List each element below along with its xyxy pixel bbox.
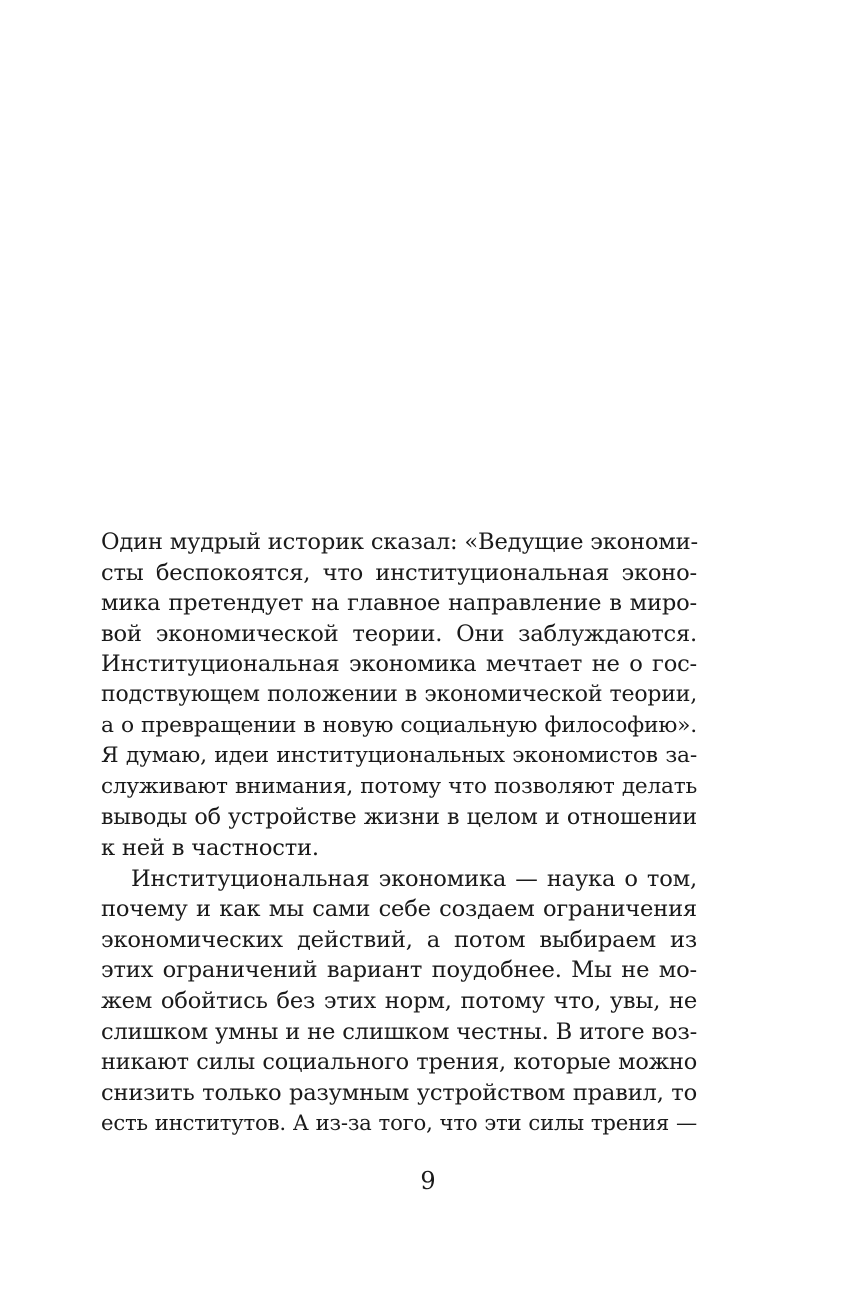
text-line: экономических действий, а потом выбираем из bbox=[101, 926, 697, 953]
body-text bbox=[101, 527, 697, 1139]
text-line: слишком умны и не слишком честны. В итоге воз- bbox=[101, 1018, 697, 1045]
text-line: мика претендует на главное направление в миро- bbox=[101, 590, 697, 617]
text-line: этих ограничений вариант поудобнее. Мы не мо- bbox=[101, 957, 697, 984]
text-line: Один мудрый историк сказал: «Ведущие экономи- bbox=[101, 529, 698, 555]
paragraph bbox=[101, 527, 697, 864]
text-line: подствующем положении в экономической теории, bbox=[101, 681, 697, 707]
text-line: жем обойтись без этих норм, потому что, увы, не bbox=[101, 987, 697, 1014]
text-line: есть институтов. А из-за того, что эти силы трения — bbox=[101, 1110, 697, 1136]
text-line: вой экономической теории. Они заблуждаются. bbox=[101, 620, 697, 647]
text-line: Институциональная экономика — наука о том, bbox=[131, 865, 697, 892]
text-line: Институциональная экономика мечтает не о гос- bbox=[101, 651, 697, 678]
text-line: к ней в частности. bbox=[101, 834, 319, 861]
text-line: никают силы социального трения, которые можно bbox=[101, 1049, 697, 1076]
text-line: выводы об устройстве жизни в целом и отношении bbox=[101, 804, 697, 831]
text-line: а о превращении в новую социальную философию». bbox=[101, 712, 697, 738]
text-line: Я думаю, идеи институциональных экономистов за- bbox=[101, 743, 697, 769]
page-number: 9 bbox=[420, 1167, 436, 1195]
paragraph bbox=[101, 864, 697, 1139]
text-line: снизить только разумным устройством правил, то bbox=[101, 1079, 697, 1106]
text-line: почему и как мы сами себе создаем ограничения bbox=[101, 896, 697, 923]
text-line: сты беспокоятся, что институциональная эконо- bbox=[101, 559, 697, 586]
text-line: служивают внимания, потому что позволяют делать bbox=[101, 773, 697, 799]
